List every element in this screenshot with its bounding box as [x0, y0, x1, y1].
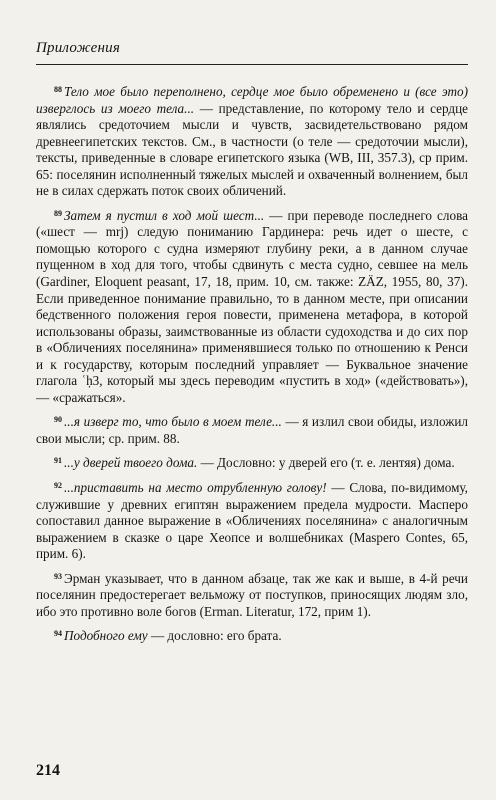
note-number: 88: [54, 85, 62, 94]
note-text: — я излил свои обиды, изложил свои мысли; ср. прим. 88.: [36, 414, 468, 446]
note-number: 91: [54, 456, 62, 466]
note-lead: ...я изверг то, что было в моем теле...: [64, 414, 282, 430]
note-92: [36, 478, 468, 563]
note-88: [36, 82, 468, 200]
note-number: 90: [54, 415, 62, 425]
note-lead: Затем я пустил в ход мой шест...: [64, 207, 265, 223]
note-text: — представление, по которому тело и сердце являлись средоточием мысли и чувств, засвидетельствовано рядом древнеегипетских текстов. См., в частности (о теле — средоточии мысли), тексты, приведенные в словаре египетского языка (WB, III, 357.3), ср прим. 65: поселянин исполненный тяжелых мыслей и охваченный волнением, был не в силах сдержать поток своих обличений.: [36, 100, 468, 199]
note-lead: Тело мое было переполнено, сердце мое было обременено и (все это) изверглось из моего тела...: [36, 84, 468, 116]
note-93: [36, 569, 468, 621]
note-number: 93: [54, 571, 62, 581]
note-text: — Дословно: у дверей его (т. е. лентяя) дома.: [197, 455, 455, 471]
notes-body: [36, 82, 468, 651]
note-text: Эрман указывает, что в данном абзаце, так же как и выше, в 4-й речи поселянин предостерегает вельможу от поступков, приносящих людям зло, ибо это противно воле богов (Erman. Literatur, 172, прим 1).: [36, 570, 468, 619]
note-number: 92: [54, 481, 62, 491]
note-text: — Слова, по-видимому, служившие у древних египтян выражением предела мудрости. Масперо сопоставил данное выражение в «Обличениях поселянина» с аналогичным выражением в сказке о царе Хеопсе и волшебниках (Maspero Contes, 65, прим. 6).: [36, 480, 468, 562]
note-94: [36, 626, 468, 645]
note-lead: ...приставить на место отрубленную голову!: [64, 480, 327, 496]
note-89: [36, 206, 468, 407]
header-rule: [36, 64, 468, 65]
note-number: 89: [54, 208, 62, 218]
note-lead: ...у дверей твоего дома.: [64, 455, 198, 471]
running-header: Приложения: [36, 40, 121, 56]
note-text: — дословно: его брата.: [147, 628, 282, 644]
page-number: 214: [36, 762, 60, 779]
note-text: — при переводе последнего слова («шест — mrj) следую пониманию Гардинера: речь идет о шесте, с помощью которого с судна измеряют глубину реки, а в данном случае пущенном в ход для того, чтобы сдвинуть с места судно, севшее на мель (Gardiner, Eloquent peasant, 17, 18, прим. 10, см. также: ZÄZ, 1955, 80, 37). Если приведенное понимание правильно, то в данном месте, при описании бедственного положения героя повести, применена метафора, в которой использованы образы, заимствованные из области судоходства и до сих пор в «Обличениях поселянина» применявшиеся только по отношению к Ренси и к государству, которым последний управляет — Буквальное значение глагола ʿḥ3, который мы здесь переводим «пустить в ход» («действовать»), — «сражаться».: [36, 207, 468, 405]
note-number: 94: [54, 629, 62, 639]
note-90: [36, 412, 468, 447]
note-lead: Подобного ему: [64, 628, 148, 644]
note-91: [36, 453, 468, 472]
